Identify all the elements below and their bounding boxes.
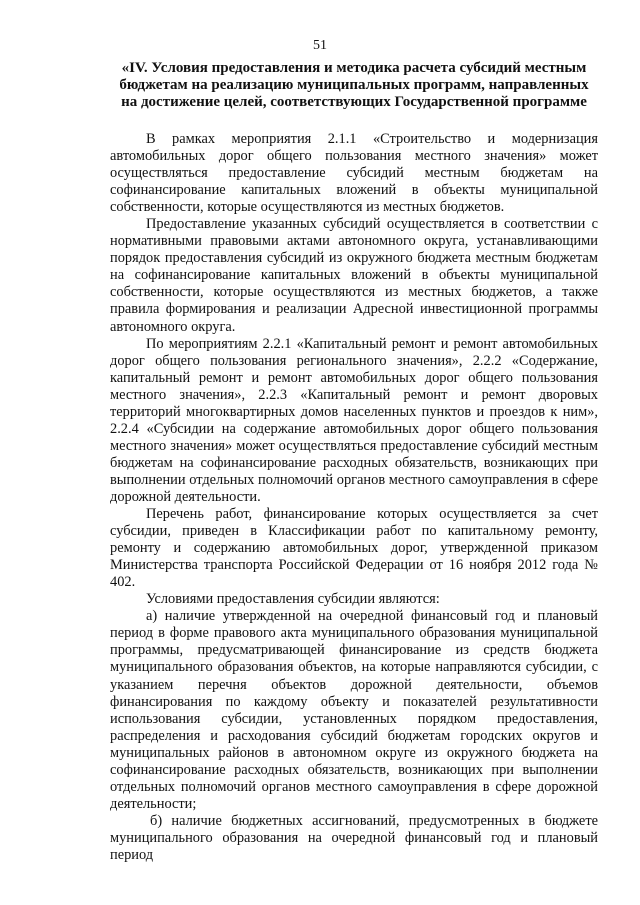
paragraph-subsidy-provision: Предоставление указанных субсидий осуществляется в соответствии с нормативными правовыми актами автономного округа, устанавливающими порядок предоставления субсидий из окружного бюджета местным бюджетам на софинансирование капитальных вложений в объекты муниципальной собственности, которые осуществляются из местных бюджетов, а также правила формирования и реализации Адресной инвестиционной программы автономного округа. — [110, 216, 598, 335]
paragraph-conditions-intro: Условиями предоставления субсидии являются: — [146, 591, 440, 608]
section-heading: «IV. Условия предоставления и методика расчета субсидий местным бюджетам на реализацию муниципальных программ, направленных на достижение целей, соответствующих Государственной программе — [119, 60, 589, 110]
condition-a: а) наличие утвержденной на очередной финансовый год и плановый период в форме правового акта муниципального образования муниципальной программы, предусматривающей финансирование из средств бюджета муниципального образования объектов, на которые направляются субсидии, с указанием перечня объектов дорожной деятельности, объемов финансирования по каждому объекту и показателей результативности использования субсидии, установленных порядком предоставления, распределения и расходования субсидий бюджетам городских округов и муниципальных районов в автономном округе из окружного бюджета на софинансирование расходных обязательств, возникающих при выполнении отдельных полномочий органов местного самоуправления в сфере дорожной деятельности; — [110, 608, 598, 812]
paragraph-measures-2-2: По мероприятиям 2.2.1 «Капитальный ремонт и ремонт автомобильных дорог общего пользования регионального значения», 2.2.2 «Содержание, капитальный ремонт и ремонт автомобильных дорог общего пользования местного значения», 2.2.3 «Капитальный ремонт и ремонт дворовых территорий многоквартирных домов населенных пунктов и проездов к ним», 2.2.4 «Субсидии на содержание автомобильных дорог общего пользования местного значения» может осуществляться предоставление субсидий местным бюджетам на софинансирование расходных обязательств, возникающих при выполнении отдельных полномочий органов местного самоуправления в сфере дорожной деятельности. — [110, 335, 598, 505]
paragraph-works-list: Перечень работ, финансирование которых осуществляется за счет субсидии, приведен в Классификации работ по капитальному ремонту, ремонту и содержанию автомобильных дорог, утвержденной приказом Министерства транспорта Российской Федерации от 16 ноября 2012 года № 402. — [110, 506, 598, 591]
paragraph-measure-2-1-1: В рамках мероприятия 2.1.1 «Строительство и модернизация автомобильных дорог общего пользования местного значения» может осуществляться предоставление субсидий местным бюджетам на софинансирование капитальных вложений в объекты муниципальной собственности, которые осуществляются из местных бюджетов. — [110, 131, 598, 216]
body-text — [110, 131, 598, 864]
condition-b: б) наличие бюджетных ассигнований, предусмотренных в бюджете муниципального образования на очередной финансовый год и плановый период — [110, 812, 598, 863]
page-number: 51 — [313, 38, 327, 53]
